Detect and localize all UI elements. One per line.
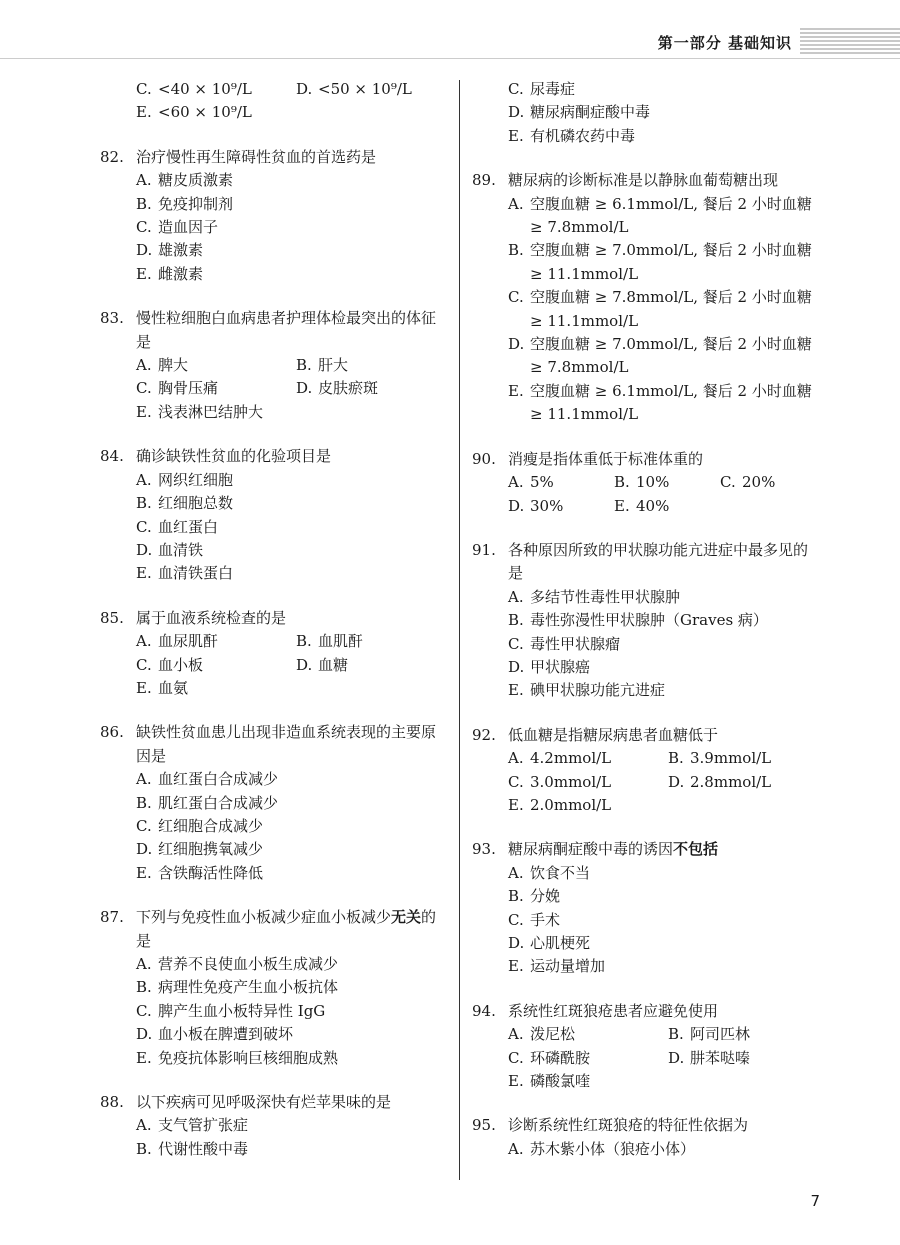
option: C. 手术	[508, 910, 561, 929]
question-88-continued	[472, 78, 817, 148]
option: B. 代谢性酸中毒	[136, 1139, 249, 1158]
option: A. 饮食不当	[508, 863, 591, 882]
option: C. 20%	[720, 473, 776, 492]
option: D. <50 × 10⁹/L	[296, 80, 412, 98]
option: C. 3.0mmol/L	[508, 772, 612, 791]
option: A. 脾大	[136, 356, 189, 375]
option: A. 4.2mmol/L	[508, 749, 612, 768]
question-89: 89. 糖尿病的诊断标准是以静脉血葡萄糖出现 A. 空腹血糖 ≥ 6.1mmol/L, 餐后 2 小时血糖 ≥ 7.8mmol/L B. 空腹血糖 ≥ 7.0mmol/L, 餐后 2 小时血糖 ≥ 11.1mmol/L C. 空腹血糖 ≥ 7.8mmol/L, 餐后 2 小时血糖 ≥ 11.1mmol/L D. 空腹血糖 ≥ 7.0mmol/L, 餐后 2 小时血糖 ≥ 7.8mmol/L E. 空腹血糖 ≥ 6.1mmol/L, 餐后 2 小时血糖 ≥ 11.1mmol/L	[472, 169, 817, 426]
option: A. 营养不良使血小板生成减少	[136, 955, 339, 973]
question-83: 83. 慢性粒细胞白血病患者护理体检最突出的体征是 A. 脾大 B. 肝大 C. 胸骨压痛 D. 皮肤瘀斑 E. 浅表淋巴结肿大	[100, 307, 450, 424]
page-header	[0, 28, 900, 60]
option: E. 有机磷农药中毒	[508, 126, 636, 145]
option: D. 30%	[508, 496, 564, 515]
left-column	[100, 78, 450, 1182]
option: B. 血肌酐	[296, 632, 364, 651]
question-88: 88. 以下疾病可见呼吸深快有烂苹果味的是 A. 支气管扩张症 B. 代谢性酸中毒	[100, 1091, 450, 1161]
option: C. 尿毒症	[508, 80, 576, 98]
option: A. 血红蛋白合成减少	[136, 770, 279, 789]
option: D. 2.8mmol/L	[668, 772, 772, 791]
header-decoration	[800, 28, 900, 56]
option: D. 血糖	[296, 655, 349, 674]
option: B. 分娩	[508, 887, 561, 906]
option: D. 甲状腺癌	[508, 657, 591, 676]
option: E. 碘甲状腺功能亢进症	[508, 681, 666, 700]
option: E. 40%	[614, 496, 670, 515]
option: A. 网织红细胞	[136, 470, 234, 489]
option: B. 3.9mmol/L	[668, 749, 772, 768]
option: B. 肝大	[296, 356, 349, 375]
question-91: 91. 各种原因所致的甲状腺功能亢进症中最多见的是 A. 多结节性毒性甲状腺肿 B. 毒性弥漫性甲状腺肿（Graves 病） C. 毒性甲状腺瘤 D. 甲状腺癌 E. 碘甲状腺功能亢进症	[472, 539, 817, 703]
question-90: 90. 消瘦是指体重低于标准体重的 A. 5% B. 10% C. 20% D. 30% E. 40%	[472, 448, 817, 518]
question-81-continued	[100, 78, 450, 125]
option: D. 血清铁	[136, 540, 204, 559]
question-92: 92. 低血糖是指糖尿病患者血糖低于 A. 4.2mmol/L B. 3.9mmol/L C. 3.0mmol/L D. 2.8mmol/L E. 2.0mmol/L	[472, 724, 817, 818]
right-column	[472, 78, 817, 1182]
option: D. 糖尿病酮症酸中毒	[508, 103, 651, 122]
option: D. 空腹血糖 ≥ 7.0mmol/L, 餐后 2 小时血糖 ≥ 7.8mmol/L	[508, 335, 812, 377]
option: D. 肼苯哒嗪	[668, 1048, 751, 1067]
option: E. 空腹血糖 ≥ 6.1mmol/L, 餐后 2 小时血糖 ≥ 11.1mmol/L	[508, 381, 812, 424]
question-85: 85. 属于血液系统检查的是 A. 血尿肌酐 B. 血肌酐 C. 血小板 D. 血糖 E. 血氨	[100, 607, 450, 701]
option: E. <60 × 10⁹/L	[136, 103, 252, 122]
option: C. 毒性甲状腺瘤	[508, 634, 621, 653]
option: C. 空腹血糖 ≥ 7.8mmol/L, 餐后 2 小时血糖 ≥ 11.1mmol/L	[508, 288, 812, 330]
option: A. 苏木紫小体（狼疮小体）	[508, 1139, 696, 1158]
option: A. 5%	[508, 473, 554, 492]
section-title: 第一部分 基础知识	[657, 34, 792, 52]
option: E. 含铁酶活性降低	[136, 863, 264, 882]
option: B. 病理性免疫产生血小板抗体	[136, 978, 339, 997]
option: C. 血红蛋白	[136, 517, 219, 536]
question-95: 95. 诊断系统性红斑狼疮的特征性依据为 A. 苏木紫小体（狼疮小体）	[472, 1114, 817, 1161]
option: A. 泼尼松	[508, 1025, 576, 1044]
option: D. 血小板在脾遭到破坏	[136, 1025, 294, 1044]
option: E. 浅表淋巴结肿大	[136, 402, 264, 421]
question-86: 86. 缺铁性贫血患儿出现非造血系统表现的主要原因是 A. 血红蛋白合成减少 B. 肌红蛋白合成减少 C. 红细胞合成减少 D. 红细胞携氧减少 E. 含铁酶活性降低	[100, 721, 450, 885]
page-number: 7	[810, 1192, 820, 1210]
question-84: 84. 确诊缺铁性贫血的化验项目是 A. 网织红细胞 B. 红细胞总数 C. 血红蛋白 D. 血清铁 E. 血清铁蛋白	[100, 445, 450, 585]
question-82: 82. 治疗慢性再生障碍性贫血的首选药是 A. 糖皮质激素 B. 免疫抑制剂 C. 造血因子 D. 雄激素 E. 雌激素	[100, 146, 450, 286]
option: E. 免疫抗体影响巨核细胞成熟	[136, 1048, 339, 1067]
option: C. 环磷酰胺	[508, 1048, 591, 1067]
question-93: 93. 糖尿病酮症酸中毒的诱因不包括 A. 饮食不当 B. 分娩 C. 手术 D. 心肌梗死 E. 运动量增加	[472, 838, 817, 978]
option: A. 多结节性毒性甲状腺肿	[508, 587, 681, 606]
option: E. 雌激素	[136, 264, 204, 283]
option: B. 肌红蛋白合成减少	[136, 793, 279, 812]
emphasis-text: 无关	[391, 908, 422, 927]
option: A. 空腹血糖 ≥ 6.1mmol/L, 餐后 2 小时血糖 ≥ 7.8mmol/L	[508, 194, 812, 237]
option: C. <40 × 10⁹/L	[136, 80, 252, 98]
option: E. 血清铁蛋白	[136, 564, 234, 583]
option: D. 红细胞携氧减少	[136, 840, 264, 859]
option: C. 血小板	[136, 655, 204, 674]
column-divider	[459, 80, 460, 1180]
option: C. 脾产生血小板特异性 IgG	[136, 1001, 326, 1020]
option: E. 2.0mmol/L	[508, 795, 612, 814]
option: A. 支气管扩张症	[136, 1116, 249, 1135]
option: C. 胸骨压痛	[136, 379, 219, 398]
emphasis-text: 不包括	[673, 840, 719, 859]
question-87: 87. 下列与免疫性血小板减少症血小板减少无关的是 A. 营养不良使血小板生成减少 B. 病理性免疫产生血小板抗体 C. 脾产生血小板特异性 IgG D. 血小板在脾遭到破坏 E. 免疫抗体影响巨核细胞成熟	[100, 906, 450, 1070]
option: A. 糖皮质激素	[136, 171, 234, 190]
option: B. 空腹血糖 ≥ 7.0mmol/L, 餐后 2 小时血糖 ≥ 11.1mmol/L	[508, 241, 812, 283]
option: B. 阿司匹林	[668, 1025, 751, 1044]
option: D. 雄激素	[136, 241, 204, 260]
option: E. 磷酸氯喹	[508, 1072, 591, 1091]
header-rule	[0, 58, 900, 59]
option: C. 造血因子	[136, 218, 219, 237]
option: D. 心肌梗死	[508, 934, 591, 952]
question-94: 94. 系统性红斑狼疮患者应避免使用 A. 泼尼松 B. 阿司匹林 C. 环磷酰胺 D. 肼苯哒嗪 E. 磷酸氯喹	[472, 1000, 817, 1094]
option: D. 皮肤瘀斑	[296, 379, 379, 398]
option: B. 毒性弥漫性甲状腺肿（Graves 病）	[508, 611, 768, 630]
option: B. 10%	[614, 473, 670, 492]
option: B. 免疫抑制剂	[136, 194, 234, 213]
option: A. 血尿肌酐	[136, 632, 219, 651]
option: E. 血氨	[136, 678, 189, 697]
option: C. 红细胞合成减少	[136, 816, 264, 835]
option: E. 运动量增加	[508, 957, 606, 976]
option: B. 红细胞总数	[136, 494, 234, 513]
